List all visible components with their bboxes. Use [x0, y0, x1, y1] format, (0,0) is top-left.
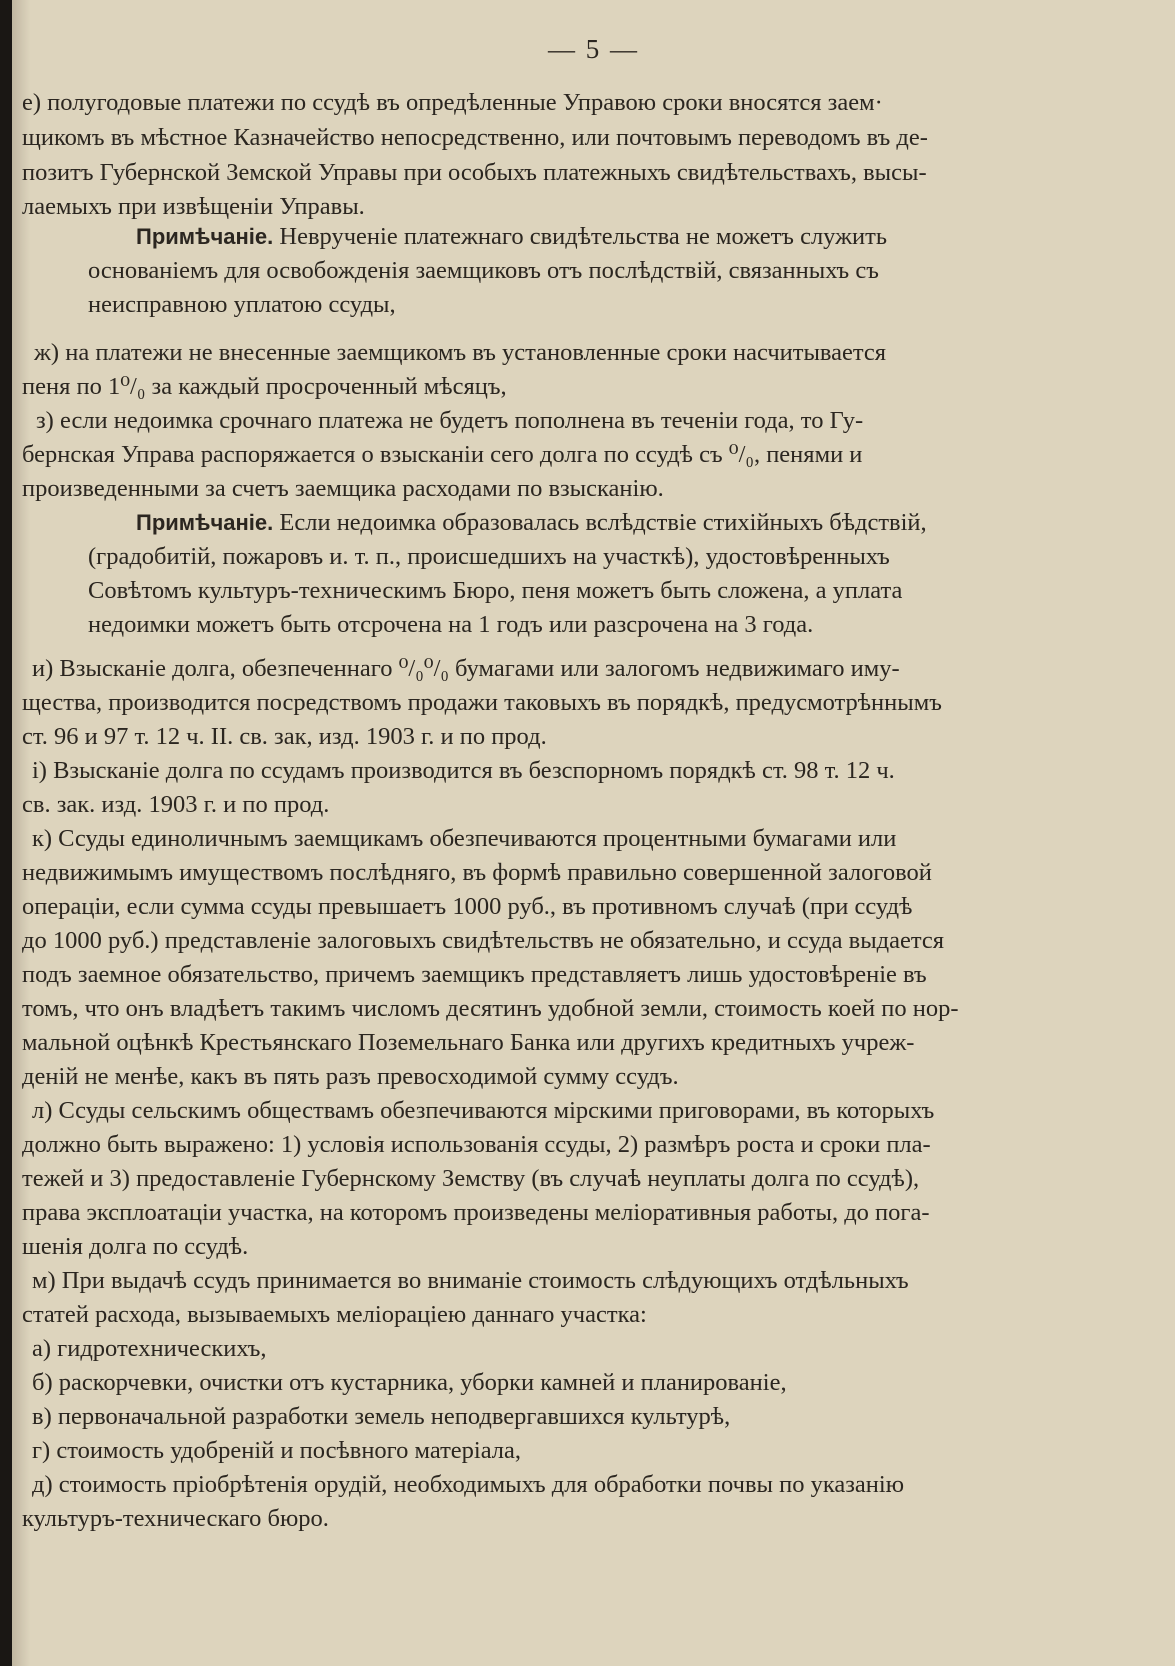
text-line: подъ заемное обязательство, причемъ заемщикъ представляетъ лишь удостовѣреніе въ	[22, 961, 927, 988]
text-line: произведенными за счетъ заемщика расходами по взысканію.	[22, 475, 664, 502]
text-line: операціи, если сумма ссуды превышаетъ 1000 руб., въ противномъ случаѣ (при ссудѣ	[22, 893, 913, 920]
note-label: Примѣчаніе.	[136, 510, 274, 535]
text-line: Если недоимка образовалась вслѣдствіе стихійныхъ бѣдствій,	[279, 509, 927, 536]
text-line: бернская Управа распоряжается о взысканіи сего долга по ссудѣ съ ⁰/₀, пенями и	[22, 441, 863, 468]
text-line: Неврученіе платежнаго свидѣтельства не можетъ служить	[279, 223, 888, 250]
note-paragraph	[136, 222, 887, 252]
text-line: статей расхода, вызываемыхъ меліораціею даннаго участка:	[22, 1301, 647, 1328]
text-line: томъ, что онъ владѣетъ такимъ числомъ десятинъ удобной земли, стоимость коей по нор-	[22, 995, 959, 1022]
text-line: лаемыхъ при извѣщеніи Управы.	[22, 193, 365, 220]
page-number: — 5 —	[548, 34, 639, 64]
note-paragraph	[136, 508, 927, 538]
text-line: права эксплоатаціи участка, на которомъ произведены меліоративныя работы, до пога-	[22, 1199, 930, 1226]
note-label: Примѣчаніе.	[136, 224, 274, 249]
text-line: ж) на платежи не внесенные заемщикомъ въ установленные сроки насчитывается	[34, 339, 887, 366]
text-line: до 1000 руб.) представленіе залоговыхъ свидѣтельствъ не обязательно, и ссуда выдается	[22, 927, 945, 954]
text-line: основаніемъ для освобожденія заемщиковъ отъ послѣдствій, связанныхъ съ	[88, 257, 879, 284]
text-line: к) Ссуды единоличнымъ заемщикамъ обезпечиваются процентными бумагами или	[32, 825, 897, 852]
text-line: недоимки можетъ быть отсрочена на 1 годъ или разсрочена на 3 года.	[88, 611, 814, 638]
text-line: мальной оцѣнкѣ Крестьянскаго Поземельнаго Банка или другихъ кредитныхъ учреж-	[22, 1029, 915, 1056]
text-line: щикомъ въ мѣстное Казначейство непосредственно, или почтовымъ переводомъ въ де-	[22, 124, 928, 151]
list-item: д) стоимость пріобрѣтенія орудій, необходимыхъ для обработки почвы по указанію	[32, 1471, 905, 1498]
list-item: г) стоимость удобреній и посѣвного матеріала,	[32, 1437, 522, 1464]
text-line: шенія долга по ссудѣ.	[22, 1233, 249, 1260]
text-line: ст. 96 и 97 т. 12 ч. II. св. зак, изд. 1903 г. и по прод.	[22, 723, 547, 750]
document-page	[12, 0, 1175, 1666]
text-line: е) полугодовые платежи по ссудѣ въ опредѣленные Управою сроки вносятся заем·	[22, 89, 883, 116]
text-line: і) Взысканіе долга по ссудамъ производится въ безспорномъ порядкѣ ст. 98 т. 12 ч.	[32, 757, 895, 784]
text-line: з) если недоимка срочнаго платежа не будетъ пополнена въ теченіи года, то Гу-	[36, 407, 864, 434]
text-line: Совѣтомъ культуръ-техническимъ Бюро, пеня можетъ быть сложена, а уплата	[88, 577, 903, 604]
list-item: а) гидротехническихъ,	[32, 1335, 267, 1362]
text-line: культуръ-техническаго бюро.	[22, 1505, 329, 1532]
text-line: (градобитій, пожаровъ и. т. п., происшедшихъ на участкѣ), удостовѣренныхъ	[88, 543, 890, 570]
text-line: позитъ Губернской Земской Управы при особыхъ платежныхъ свидѣтельствахъ, высы-	[22, 159, 927, 186]
text-line: должно быть выражено: 1) условія использованія ссуды, 2) размѣръ роста и сроки пла-	[22, 1131, 931, 1158]
text-line: щества, производится посредствомъ продажи таковыхъ въ порядкѣ, предусмотрѣннымъ	[22, 689, 942, 716]
text-line: и) Взысканіе долга, обезпеченнаго ⁰/₀⁰/₀ бумагами или залогомъ недвижимаго иму-	[32, 655, 900, 682]
list-item: в) первоначальной разработки земель неподвергавшихся культурѣ,	[32, 1403, 731, 1430]
text-line: недвижимымъ имуществомъ послѣдняго, въ формѣ правильно совершенной залоговой	[22, 859, 932, 886]
text-line: св. зак. изд. 1903 г. и по прод.	[22, 791, 330, 818]
text-line: деній не менѣе, какъ въ пять разъ превосходимой сумму ссудъ.	[22, 1063, 679, 1090]
text-line: неисправною уплатою ссуды,	[88, 291, 396, 318]
text-line: м) При выдачѣ ссудъ принимается во вниманіе стоимость слѣдующихъ отдѣльныхъ	[32, 1267, 909, 1294]
text-line: тежей и 3) предоставленіе Губернскому Земству (въ случаѣ неуплаты долга по ссудѣ),	[22, 1165, 920, 1192]
text-line: л) Ссуды сельскимъ обществамъ обезпечиваются мірскими приговорами, въ которыхъ	[32, 1097, 935, 1124]
list-item: б) раскорчевки, очистки отъ кустарника, уборки камней и планированіе,	[32, 1369, 787, 1396]
text-line: пеня по 1⁰/₀ за каждый просроченный мѣсяцъ,	[22, 373, 507, 400]
